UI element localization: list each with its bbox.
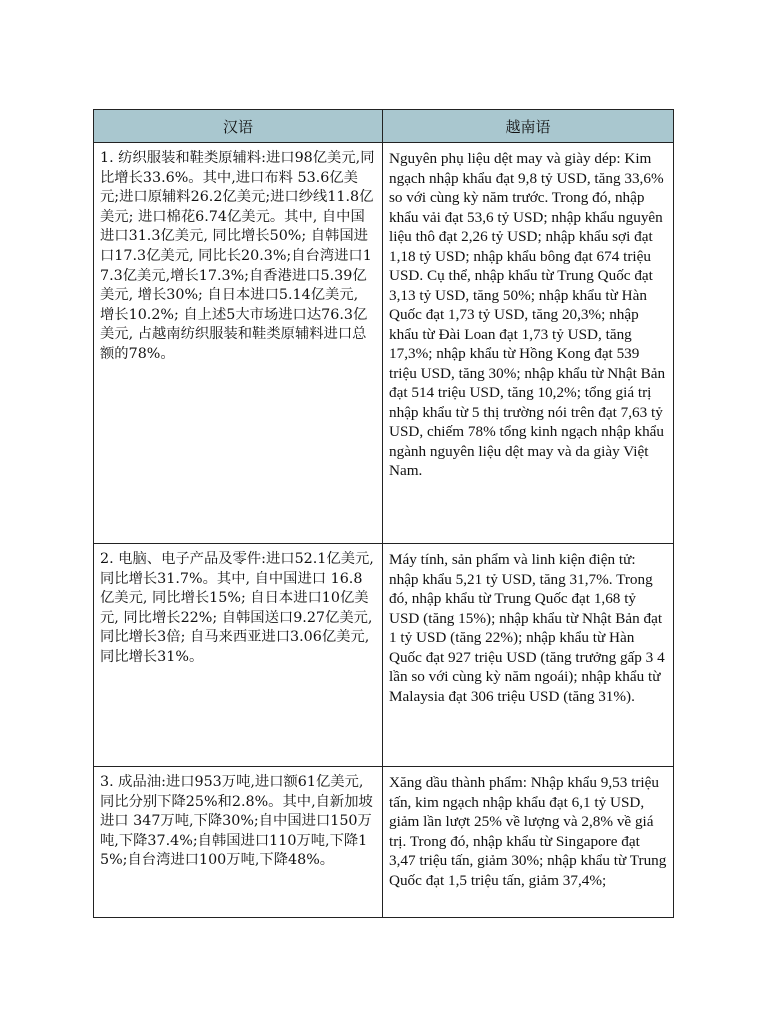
table-row [94,544,674,767]
header-chinese: 汉语 [94,110,383,143]
vietnamese-cell: Máy tính, sản phẩm và linh kiện điện tử: nhập khẩu 5,21 tỷ USD, tăng 31,7%. Trong đó, nhập khẩu từ Trung Quốc đạt 1,68 tỷ USD (tăng 15%); nhập khẩu từ Nhật Bản đạt 1 tỷ USD (tăng 22%); nhập khẩu từ Hàn Quốc đạt 927 triệu USD (tăng trưởng gấp 3 4 lần so với cùng kỳ năm ngoái); nhập khẩu từ Malaysia đạt 306 triệu USD (tăng 31%). [383,544,674,767]
chinese-cell: 3. 成品油:进口953万吨,进口额61亿美元,同比分别下降25%和2.8%。其中,自新加坡进口 347万吨,下降30%;自中国进口150万吨,下降37.4%;自韩国进口110万吨,下降15%;自台湾进口100万吨,下降48%。 [94,767,383,918]
chinese-cell: 1. 纺织服装和鞋类原辅料:进口98亿美元,同比增长33.6%。其中,进口布料 53.6亿美元;进口原辅料26.2亿美元;进口纱线11.8亿美元; 进口棉花6.74亿美元。其中, 自中国进口31.3亿美元, 同比增长50%; 自韩国进口17.3亿美元, 同比长20.3%;自台湾进口17.3亿美元,增长17.3%;自香港进口5.39亿美元, 增长30%; 自日本进口5.14亿美元, 增长10.2%; 自上述5大市场进口达76.3亿美元, 占越南纺织服装和鞋类原辅料进口总额的78%。 [94,143,383,544]
table-row [94,767,674,918]
table-header-row [94,110,674,143]
vietnamese-cell: Nguyên phụ liệu dệt may và giày dép: Kim ngạch nhập khẩu đạt 9,8 tỷ USD, tăng 33,6% so với cùng kỳ năm trước. Trong đó, nhập khẩu vải đạt 53,6 tỷ USD; nhập khẩu nguyên liệu thô đạt 2,26 tỷ USD; nhập khẩu sợi đạt 1,18 tỷ USD; nhập khẩu bông đạt 674 triệu USD. Cụ thể, nhập khẩu từ Trung Quốc đạt 3,13 tỷ USD, tăng 50%; nhập khẩu từ Hàn Quốc đạt 1,73 tỷ USD, tăng 20,3%; nhập khẩu từ Đài Loan đạt 1,73 tỷ USD, tăng 17,3%; nhập khẩu từ Hồng Kong đạt 539 triệu USD, tăng 30%; nhập khẩu từ Nhật Bản đạt 514 triệu USD, tăng 10,2%; tổng giá trị nhập khẩu từ 5 thị trường nói trên đạt 7,63 tỷ USD, chiếm 78% tổng kinh ngạch nhập khẩu ngành nguyên liệu dệt may và da giày Việt Nam. [383,143,674,544]
translation-table [93,109,674,918]
chinese-cell: 2. 电脑、电子产品及零件:进口52.1亿美元, 同比增长31.7%。其中, 自中国进口 16.8亿美元, 同比增长15%; 自日本进口10亿美元, 同比增长22%; 自韩国送口9.27亿美元, 同比增长3倍; 自马来西亚进口3.06亿美元, 同比增长31%。 [94,544,383,767]
header-vietnamese: 越南语 [383,110,674,143]
vietnamese-cell: Xăng dầu thành phẩm: Nhập khẩu 9,53 triệu tấn, kim ngạch nhập khẩu đạt 6,1 tỷ USD, giảm lần lượt 25% về lượng và 2,8% về giá trị. Trong đó, nhập khẩu từ Singapore đạt 3,47 triệu tấn, giảm 30%; nhập khẩu từ Trung Quốc đạt 1,5 triệu tấn, giảm 37,4%; [383,767,674,918]
table-row [94,143,674,544]
